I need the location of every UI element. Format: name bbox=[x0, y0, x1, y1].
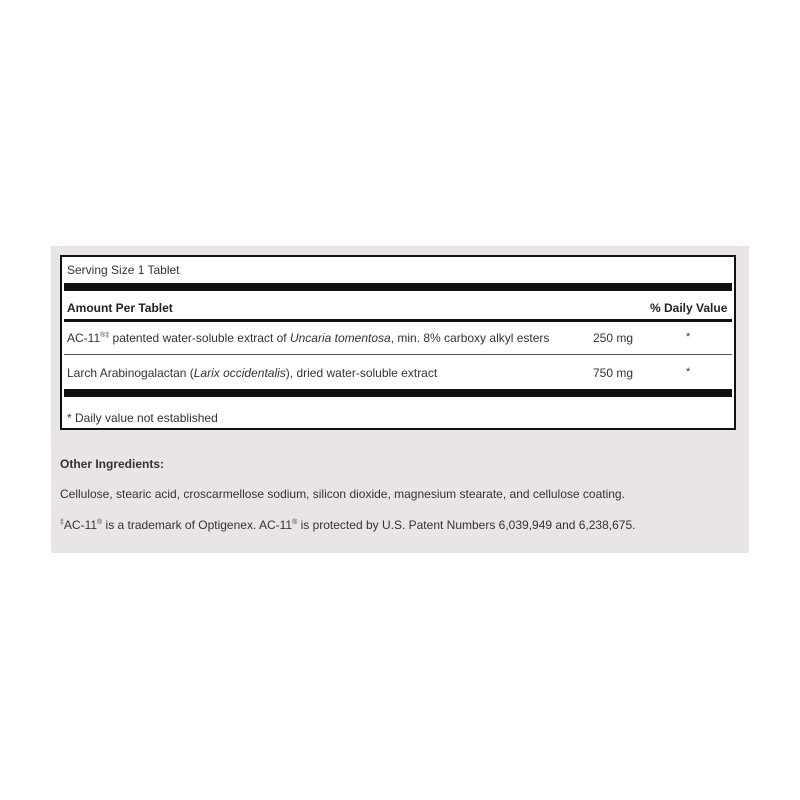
trademark-marks: ®‡ bbox=[100, 332, 110, 339]
divider-thick bbox=[64, 283, 732, 291]
divider-medium bbox=[64, 319, 732, 322]
ingredient-amount: 750 mg bbox=[593, 366, 634, 380]
ingredient-amount: 250 mg bbox=[593, 331, 634, 345]
ingredient-dv: * bbox=[686, 366, 691, 378]
trademark-notice: ‡AC-11® is a trademark of Optigenex. AC-11® is protected by U.S. Patent Numbers 6,039,949 and 6,238,675. bbox=[60, 518, 636, 532]
daily-value-header: % Daily Value bbox=[650, 301, 728, 315]
amount-per-header: Amount Per Tablet bbox=[67, 301, 173, 315]
divider-thick bbox=[64, 389, 732, 397]
ingredient-name: Larch Arabinogalactan (Larix occidentalis), dried water-soluble extract bbox=[67, 366, 438, 380]
other-ingredients-heading: Other Ingredients: bbox=[60, 457, 165, 471]
supplement-facts-panel bbox=[51, 246, 749, 553]
row-divider bbox=[64, 354, 732, 355]
facts-table bbox=[60, 255, 736, 430]
ingredient-name: AC-11®‡ patented water-soluble extract of Uncaria tomentosa, min. 8% carboxy alkyl esters bbox=[67, 331, 550, 345]
serving-size: Serving Size 1 Tablet bbox=[67, 263, 180, 277]
daily-value-footnote: * Daily value not established bbox=[67, 411, 218, 425]
other-ingredients-text: Cellulose, stearic acid, croscarmellose sodium, silicon dioxide, magnesium stearate, and cellulose coating. bbox=[60, 487, 625, 501]
ingredient-dv: * bbox=[686, 331, 691, 343]
